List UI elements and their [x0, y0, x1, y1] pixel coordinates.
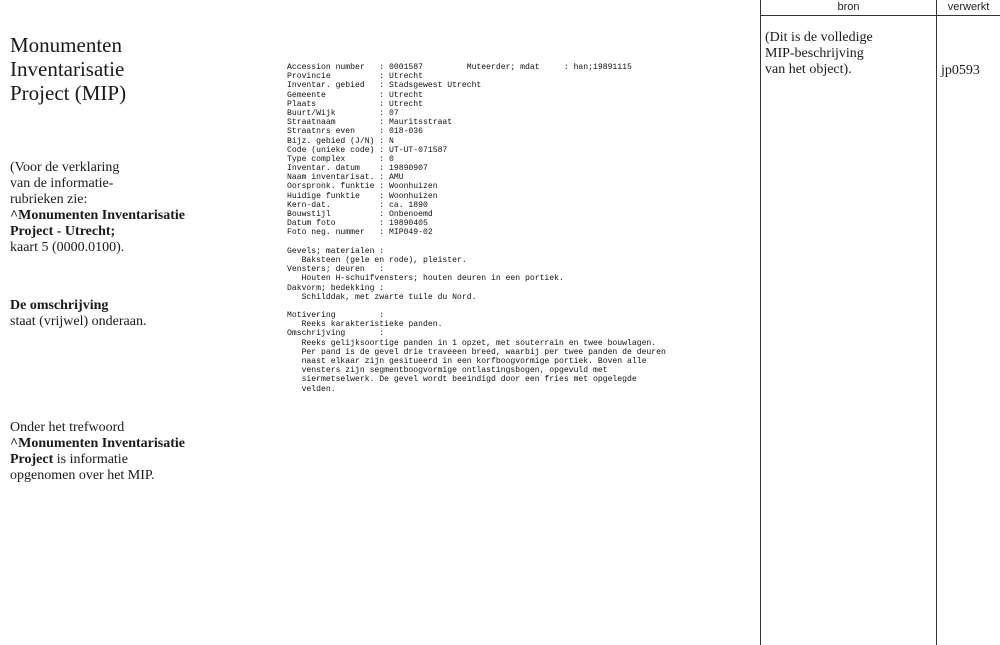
- note-bold-word: Project: [10, 452, 54, 467]
- verwerkt-cell: jp0593: [941, 63, 980, 78]
- record-line: Naam inventarisat. : AMU: [287, 173, 404, 183]
- record-line: velden.: [287, 384, 336, 394]
- record-line: Bouwstijl : Onbenoemd: [287, 210, 433, 219]
- record-line: naast elkaar zijn gesitueerd in een korfboogvormige portiek. Boven alle: [287, 357, 647, 366]
- record-line: Accession number : 0001587 Muteerder; mdat : han;19891115: [287, 63, 632, 72]
- note-line: rubrieken zie:: [10, 192, 88, 207]
- column-header-bron: bron: [837, 1, 860, 13]
- note-line: van de informatie-: [10, 176, 114, 191]
- note-line: Onder het trefwoord: [10, 420, 125, 435]
- note-rest: is informatie: [53, 452, 128, 467]
- record-line: Baksteen (gele en rode), pleister.: [287, 255, 467, 265]
- bron-line: van het object).: [765, 62, 852, 77]
- record-line: Straatnaam : Mauritsstraat: [287, 118, 453, 128]
- note-bold-line: ^Monumenten Inventarisatie: [10, 208, 185, 223]
- record-line: Omschrijving :: [287, 329, 385, 339]
- bron-cell: [765, 30, 873, 78]
- record-line: [287, 302, 666, 311]
- bron-line: MIP-beschrijving: [765, 46, 864, 61]
- page-title: [10, 33, 126, 105]
- bron-line: (Dit is de volledige: [765, 30, 873, 45]
- record-line: Code (unieke code) : UT-UT-071587: [287, 145, 448, 155]
- record-line: Gemeente : Utrecht: [287, 90, 423, 100]
- record-line: Buurt/Wijk : 07: [287, 108, 399, 118]
- note-line: [10, 452, 185, 468]
- record-line: Huidige funktie : Woonhuizen: [287, 191, 438, 201]
- note-bold-line: Project - Utrecht;: [10, 224, 116, 239]
- note-line: staat (vrijwel) onderaan.: [10, 314, 147, 329]
- note-line: (Voor de verklaring: [10, 160, 120, 175]
- record-line: Oorspronk. funktie : Woonhuizen: [287, 182, 438, 192]
- record-line: Inventar. gebied : Stadsgewest Utrecht: [287, 81, 482, 91]
- record-line: Plaats : Utrecht: [287, 99, 423, 109]
- table-divider: [936, 0, 937, 645]
- title-line: Inventarisatie: [10, 57, 125, 81]
- record-line: Vensters; deuren :: [287, 265, 385, 275]
- note-line: kaart 5 (0000.0100).: [10, 240, 125, 255]
- record-line: Datum foto : 19890405: [287, 219, 428, 229]
- record-line: Motivering :: [287, 311, 385, 321]
- record-line: vensters zijn segmentboogvormige ontlastingsbogen, opgevuld met: [287, 366, 608, 376]
- note-bold-line: De omschrijving: [10, 298, 109, 313]
- record-line: Bijz. gebied (J/N) : N: [287, 136, 394, 146]
- record-line: Inventar. datum : 19890907: [287, 164, 428, 174]
- record-line: siermetselwerk. De gevel wordt beeindigd door een fries met opgelegde: [287, 375, 637, 385]
- description-note: [10, 298, 146, 330]
- record-line: Houten H-schuifvensters; houten deuren in een portiek.: [287, 274, 564, 284]
- record-line: Gevels; materialen :: [287, 246, 385, 256]
- record-line: Straatnrs even : 018-036: [287, 127, 423, 137]
- table-divider: [760, 0, 761, 645]
- record-line: Foto neg. nummer : MIP049-02: [287, 228, 433, 238]
- record-line: Reeks karakteristieke panden.: [287, 320, 443, 330]
- table-header-rule: [760, 15, 1000, 16]
- title-line: Monumenten: [10, 33, 122, 57]
- record-line: [287, 238, 666, 247]
- record-line: Dakvorm; bedekking :: [287, 283, 385, 293]
- column-header-verwerkt: verwerkt: [947, 1, 990, 13]
- record-line: Type complex : 0: [287, 154, 394, 164]
- record-line: Per pand is de gevel drie traveeen breed, waarbij per twee panden de deuren: [287, 347, 666, 357]
- note-line: opgenomen over het MIP.: [10, 468, 155, 483]
- keyword-note: [10, 420, 185, 484]
- note-bold-line: ^Monumenten Inventarisatie: [10, 436, 185, 451]
- mip-record: [287, 63, 666, 394]
- title-line: Project (MIP): [10, 81, 127, 105]
- record-line: Reeks gelijksoortige panden in 1 opzet, met souterrain en twee bouwlagen.: [287, 338, 657, 348]
- record-line: Schilddak, met zwarte tuile du Nord.: [287, 292, 477, 302]
- explanation-note: [10, 160, 185, 256]
- record-line: Provincie : Utrecht: [287, 72, 423, 82]
- record-line: Kern-dat. : ca. 1890: [287, 200, 428, 210]
